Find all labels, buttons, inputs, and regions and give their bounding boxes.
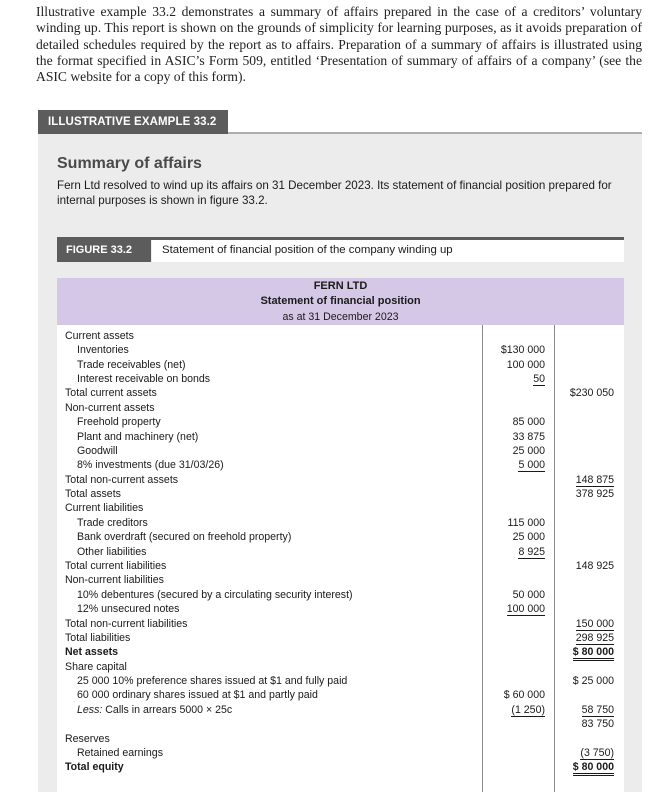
statement-row: [57, 588, 624, 602]
statement-row: [57, 430, 624, 444]
row-label: Inventories: [77, 344, 129, 356]
figure-caption: Statement of financial position of the company winding up: [152, 240, 624, 262]
row-label: Trade creditors: [77, 517, 148, 529]
row-label: Interest receivable on bonds: [77, 373, 211, 385]
example-rule: [228, 110, 642, 134]
amount: 8 925: [518, 546, 545, 558]
total: 58 750: [581, 704, 614, 716]
statement-row: [57, 559, 624, 573]
row-label-text: Calls in arrears 5000 × 25c: [105, 704, 233, 716]
amount: 100 000: [506, 603, 545, 615]
total: 148 925: [575, 560, 614, 572]
row-label: Plant and machinery (net): [77, 431, 199, 443]
amount: 115 000: [507, 517, 545, 529]
row-label: Total assets: [65, 488, 121, 500]
total: 148 875: [575, 474, 614, 486]
statement-row: [57, 516, 624, 530]
example-title: Summary of affairs: [57, 155, 202, 172]
statement-row: [57, 444, 624, 458]
row-label: [77, 703, 232, 717]
total: 378 925: [575, 488, 614, 500]
total: $ 25 000: [572, 675, 614, 687]
total: 83 750: [581, 718, 614, 730]
amount: 25 000: [512, 445, 545, 457]
row-label: Total liabilities: [65, 632, 131, 644]
statement-name: Statement of financial position: [260, 295, 421, 307]
row-label: Share capital: [65, 661, 127, 673]
row-label: Total non-current assets: [65, 474, 179, 486]
statement-row: [57, 746, 624, 760]
financial-statement: [57, 278, 624, 792]
statement-row: [57, 617, 624, 631]
amount: (1 250): [511, 704, 545, 716]
statement-row: [57, 545, 624, 559]
statement-row: [57, 674, 624, 688]
statement-row: [57, 329, 624, 343]
statement-row: [57, 372, 624, 386]
row-label: Total equity: [65, 761, 124, 773]
row-label: Total current liabilities: [65, 560, 167, 572]
amount: $130 000: [500, 344, 545, 356]
row-label: Goodwill: [77, 445, 118, 457]
statement-row: [57, 645, 624, 659]
statement-row: [57, 732, 624, 746]
statement-row: [57, 660, 624, 674]
total: 298 925: [575, 632, 614, 644]
row-label: 10% debentures (secured by a circulating security interest): [77, 589, 353, 601]
statement-row: [57, 458, 624, 472]
statement-header: [57, 278, 624, 325]
amount: 50: [533, 373, 545, 385]
company-name: FERN LTD: [313, 280, 368, 292]
row-label: Bank overdraft (secured on freehold property): [77, 531, 292, 543]
row-label: 12% unsecured notes: [77, 603, 180, 615]
statement-row: [57, 415, 624, 429]
statement-row: [57, 473, 624, 487]
statement-date: as at 31 December 2023: [282, 311, 399, 323]
row-label: Retained earnings: [77, 747, 163, 759]
statement-row: [57, 631, 624, 645]
statement-row: [57, 487, 624, 501]
row-label: Non-current assets: [65, 402, 155, 414]
statement-row: [57, 501, 624, 515]
row-label: 8% investments (due 31/03/26): [77, 459, 224, 471]
statement-row: [57, 602, 624, 616]
amount: 85 000: [512, 416, 545, 428]
statement-row: [57, 717, 624, 731]
statement-row: [57, 401, 624, 415]
row-label: Current liabilities: [65, 502, 144, 514]
statement-row: [57, 703, 624, 717]
row-label: 60 000 ordinary shares issued at $1 and partly paid: [77, 689, 318, 701]
intro-paragraph: Illustrative example 33.2 demonstrates a summary of affairs prepared in the case of a creditors’ voluntary winding up. This report is shown on the grounds of simplicity for learning purposes, as it avoids preparation of detailed schedules required by the report as to affairs. Preparation of a summary of affairs is illustrated using the format specified in ASIC’s Form 509, entitled ‘Presentation of summary of affairs of a company’ (see the ASIC website for a copy of this form).: [36, 4, 642, 85]
statement-row: [57, 688, 624, 702]
row-label: Other liabilities: [77, 546, 147, 558]
statement-row: [57, 760, 624, 774]
figure-badge: FIGURE 33.2: [57, 240, 151, 262]
less-prefix: Less:: [77, 704, 103, 716]
amount: 5 000: [518, 459, 545, 471]
amount: 100 000: [506, 359, 545, 371]
row-label: Non-current liabilities: [65, 574, 164, 586]
row-label: Trade receivables (net): [77, 359, 186, 371]
amount: 33 875: [512, 431, 545, 443]
total: (3 750): [580, 747, 614, 759]
row-label: Total current assets: [65, 387, 157, 399]
row-label: Freehold property: [77, 416, 161, 428]
amount: 50 000: [512, 589, 545, 601]
row-label: Current assets: [65, 330, 134, 342]
total: $ 80 000: [573, 761, 614, 776]
amount: 25 000: [512, 531, 545, 543]
amount: $ 60 000: [503, 689, 545, 701]
row-label: 25 000 10% preference shares issued at $1 and fully paid: [77, 675, 348, 687]
row-label: Total non-current liabilities: [65, 618, 188, 630]
statement-row: [57, 386, 624, 400]
row-label: Net assets: [65, 646, 118, 658]
example-text: Fern Ltd resolved to wind up its affairs on 31 December 2023. Its statement of financial position prepared for internal purposes is shown in figure 33.2.: [57, 179, 612, 207]
statement-row: [57, 573, 624, 587]
statement-row: [57, 343, 624, 357]
statement-row: [57, 358, 624, 372]
total: $230 050: [569, 387, 614, 399]
total: $ 80 000: [573, 646, 614, 661]
row-label: Reserves: [65, 733, 110, 745]
total: 150 000: [575, 618, 614, 630]
statement-row: [57, 530, 624, 544]
example-badge: ILLUSTRATIVE EXAMPLE 33.2: [38, 110, 228, 134]
